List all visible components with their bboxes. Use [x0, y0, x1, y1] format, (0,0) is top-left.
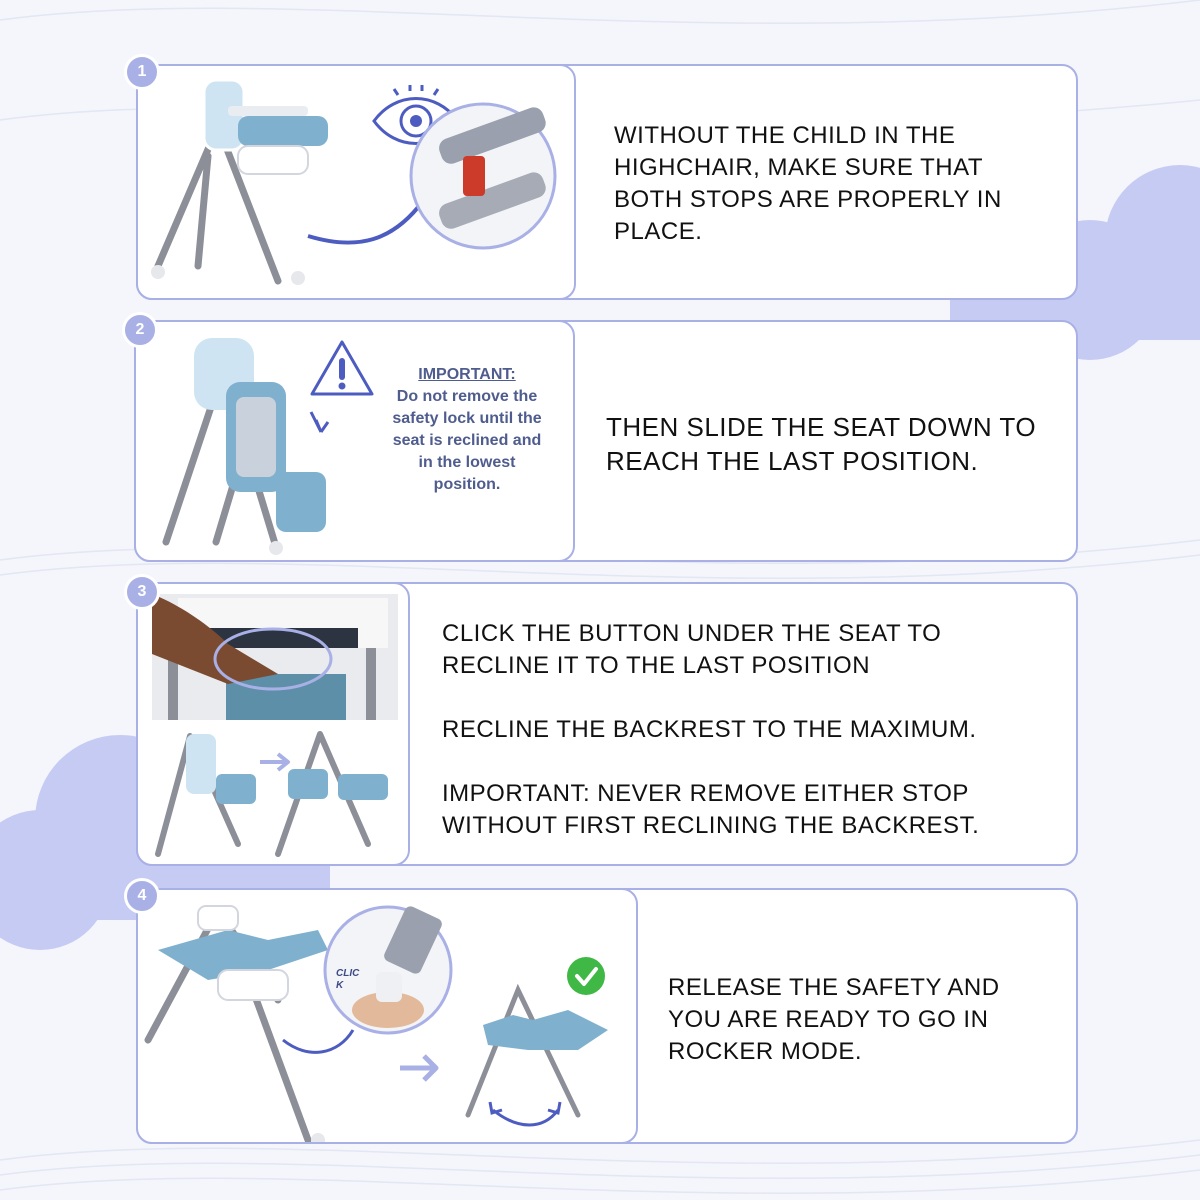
- step-2-important-body: Do not remove the safety lock until the seat is reclined and in the lowest position.: [392, 388, 542, 493]
- step-2-important-note: [392, 364, 542, 496]
- rocker-highchair-illustration: [468, 990, 608, 1115]
- step-1-image-panel: [136, 64, 576, 300]
- right-arrow-icon: [400, 1056, 436, 1080]
- highchair-illustration: [151, 80, 328, 285]
- step-4-instruction: RELEASE THE SAFETY AND YOU ARE READY TO GO IN ROCKER MODE.: [668, 974, 1000, 1065]
- step-2-important-heading: IMPORTANT:: [418, 366, 516, 383]
- hand-photo: [152, 594, 398, 720]
- curved-arrow-icon: [308, 201, 423, 243]
- right-arrow-icon: [260, 754, 288, 770]
- highchair-illustration: [148, 906, 328, 1144]
- step-3-image-panel: [136, 582, 410, 866]
- step-2-image-panel: [134, 320, 575, 562]
- step-2-badge: 2: [122, 312, 158, 348]
- step-3-paragraph-2: RECLINE THE BACKREST TO THE MAXIMUM.: [442, 716, 977, 743]
- down-arrow-icon: [311, 412, 328, 432]
- warning-triangle-icon: [312, 342, 372, 394]
- step-1-instruction: WITHOUT THE CHILD IN THE HIGHCHAIR, MAKE SURE THAT BOTH STOPS ARE PROPERLY IN PLACE.: [614, 122, 1002, 245]
- step-2-instruction: THEN SLIDE THE SEAT DOWN TO REACH THE LAST POSITION.: [606, 412, 1037, 476]
- step-3-paragraph-1: CLICK THE BUTTON UNDER THE SEAT TO RECLINE IT TO THE LAST POSITION: [442, 620, 942, 679]
- step-3-illustration: [138, 584, 410, 866]
- step-1-illustration: [138, 66, 576, 300]
- step-4-illustration: [138, 890, 638, 1144]
- highchair-illustration: [158, 734, 388, 854]
- step-4-click-label: CLIC K: [336, 968, 360, 991]
- step-4-image-panel: [136, 888, 638, 1144]
- rocking-arrow-icon: [493, 1110, 558, 1125]
- zoom-circle: [411, 104, 555, 248]
- highchair-illustration: [166, 338, 326, 555]
- curved-arrow-icon: [283, 1030, 353, 1052]
- step-4-badge: 4: [124, 878, 160, 914]
- step-3-paragraph-3: IMPORTANT: NEVER REMOVE EITHER STOP WITHOUT FIRST RECLINING THE BACKREST.: [442, 780, 980, 839]
- step-3-badge: 3: [124, 574, 160, 610]
- step-1-badge: 1: [124, 54, 160, 90]
- check-icon: [567, 957, 605, 995]
